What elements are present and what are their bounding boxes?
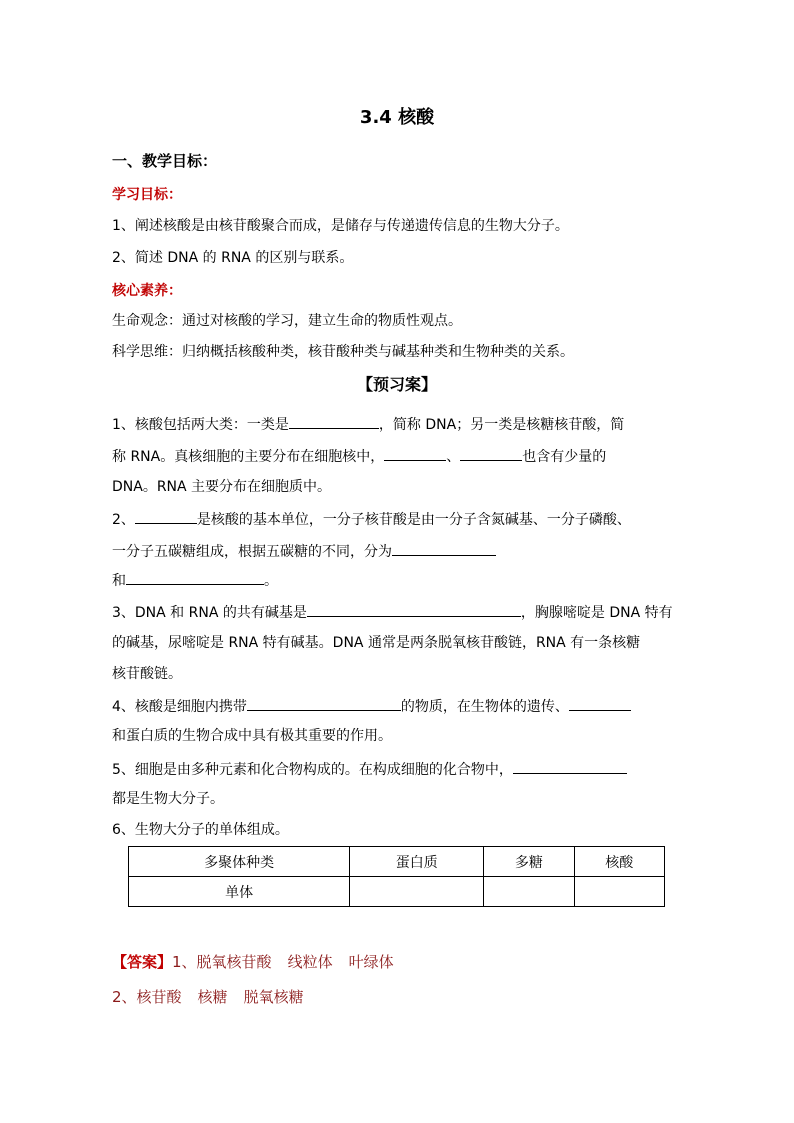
- q2-text-c: 一分子五碳糖组成，根据五碳糖的不同，分为: [112, 544, 392, 560]
- table-header-cell: 核酸: [574, 847, 664, 877]
- answer-1a: 1、脱氧核苷酸: [172, 953, 272, 971]
- q4-blank-2[interactable]: [569, 695, 631, 711]
- learning-goal-2: 2、简述 DNA 的 RNA 的区别与联系。: [112, 250, 354, 266]
- q2-text-d: 和: [112, 573, 126, 589]
- question-3-line-2: 的碱基，尿嘧啶是 RNA 特有碱基。DNA 通常是两条脱氧核苷酸链，RNA 有一条核糖: [112, 635, 641, 651]
- q3-text-a: 3、DNA 和 RNA 的共有碱基是: [112, 605, 307, 621]
- question-5-line-1: [112, 758, 687, 780]
- core-literacy-1: 生命观念：通过对核酸的学习，建立生命的物质性观点。: [112, 313, 462, 329]
- monomer-table: [128, 846, 665, 907]
- q1-text-e: 也含有少量的: [522, 449, 607, 465]
- question-6: 6、生物大分子的单体组成。: [112, 822, 289, 838]
- table-cell[interactable]: [574, 877, 664, 907]
- q5-text-a: 5、细胞是由多种元素和化合物构成的。在构成细胞的化合物中，: [112, 762, 513, 778]
- answer-line-1: [112, 951, 394, 973]
- q3-text-b: ，胸腺嘧啶是 DNA 特有: [520, 605, 673, 621]
- table-cell[interactable]: [350, 877, 484, 907]
- question-1-line-1: [112, 413, 687, 435]
- question-4-line-2: 和蛋白质的生物合成中具有极其重要的作用。: [112, 728, 392, 744]
- q5-blank-1[interactable]: [513, 758, 627, 774]
- page-title: 3.4 核酸: [359, 107, 435, 128]
- table-header-cell: 多聚体种类: [129, 847, 350, 877]
- q1-text-a: 1、核酸包括两大类：一类是: [112, 417, 289, 433]
- q1-blank-3[interactable]: [460, 445, 522, 461]
- q1-blank-1[interactable]: [289, 413, 379, 429]
- question-3-line-1: [112, 601, 687, 623]
- table-cell: 单体: [129, 877, 350, 907]
- q4-text-b: 的物质，在生物体的遗传、: [400, 699, 569, 715]
- question-3-line-3: 核苷酸链。: [112, 666, 182, 682]
- question-2-line-2: [112, 540, 687, 562]
- q4-text-a: 4、核酸是细胞内携带: [112, 699, 247, 715]
- q1-blank-2[interactable]: [384, 445, 446, 461]
- q2-blank-3[interactable]: [126, 569, 264, 585]
- table-row: [129, 877, 665, 907]
- question-2-line-1: [112, 508, 687, 530]
- q1-text-c: 称 RNA。真核细胞的主要分布在细胞核中，: [112, 449, 385, 465]
- answer-1b: 线粒体: [287, 953, 333, 971]
- learning-goals-heading: 学习目标：: [112, 187, 182, 203]
- q1-text-d: 、: [446, 449, 461, 465]
- answer-2a: 2、核苷酸: [112, 988, 182, 1006]
- question-1-line-3: DNA。RNA 主要分布在细胞质中。: [112, 479, 332, 495]
- question-5-line-2: 都是生物大分子。: [112, 791, 224, 807]
- answer-2c: 脱氧核糖: [243, 988, 304, 1006]
- table-header-cell: 蛋白质: [350, 847, 484, 877]
- table-header-cell: 多糖: [484, 847, 574, 877]
- q2-text-e: 。: [264, 573, 278, 589]
- section-heading-objectives: 一、教学目标：: [112, 152, 218, 170]
- answer-2b: 核糖: [197, 988, 228, 1006]
- table-header-row: [129, 847, 665, 877]
- q2-blank-1[interactable]: [135, 508, 197, 524]
- answer-tag: 【答案】: [112, 953, 173, 971]
- answer-1c: 叶绿体: [348, 953, 394, 971]
- preview-section-title: 【预习案】: [356, 375, 437, 394]
- learning-goal-1: 1、阐述核酸是由核苷酸聚合而成，是储存与传递遗传信息的生物大分子。: [112, 218, 569, 234]
- q4-blank-1[interactable]: [247, 695, 401, 711]
- answer-line-2: [112, 986, 304, 1008]
- q2-text-a: 2、: [112, 512, 135, 528]
- q1-text-b: ，简称 DNA；另一类是核糖核苷酸，简: [378, 417, 625, 433]
- core-literacy-2: 科学思维：归纳概括核酸种类，核苷酸种类与碱基种类和生物种类的关系。: [112, 344, 574, 360]
- question-4-line-1: [112, 695, 687, 717]
- q2-text-b: 是核酸的基本单位，一分子核苷酸是由一分子含氮碱基、一分子磷酸、: [196, 512, 631, 528]
- q3-blank-1[interactable]: [307, 601, 521, 617]
- table-cell[interactable]: [484, 877, 574, 907]
- q2-blank-2[interactable]: [392, 540, 496, 556]
- question-2-line-3: [112, 569, 687, 591]
- question-1-line-2: [112, 445, 687, 467]
- core-literacy-heading: 核心素养：: [112, 283, 182, 299]
